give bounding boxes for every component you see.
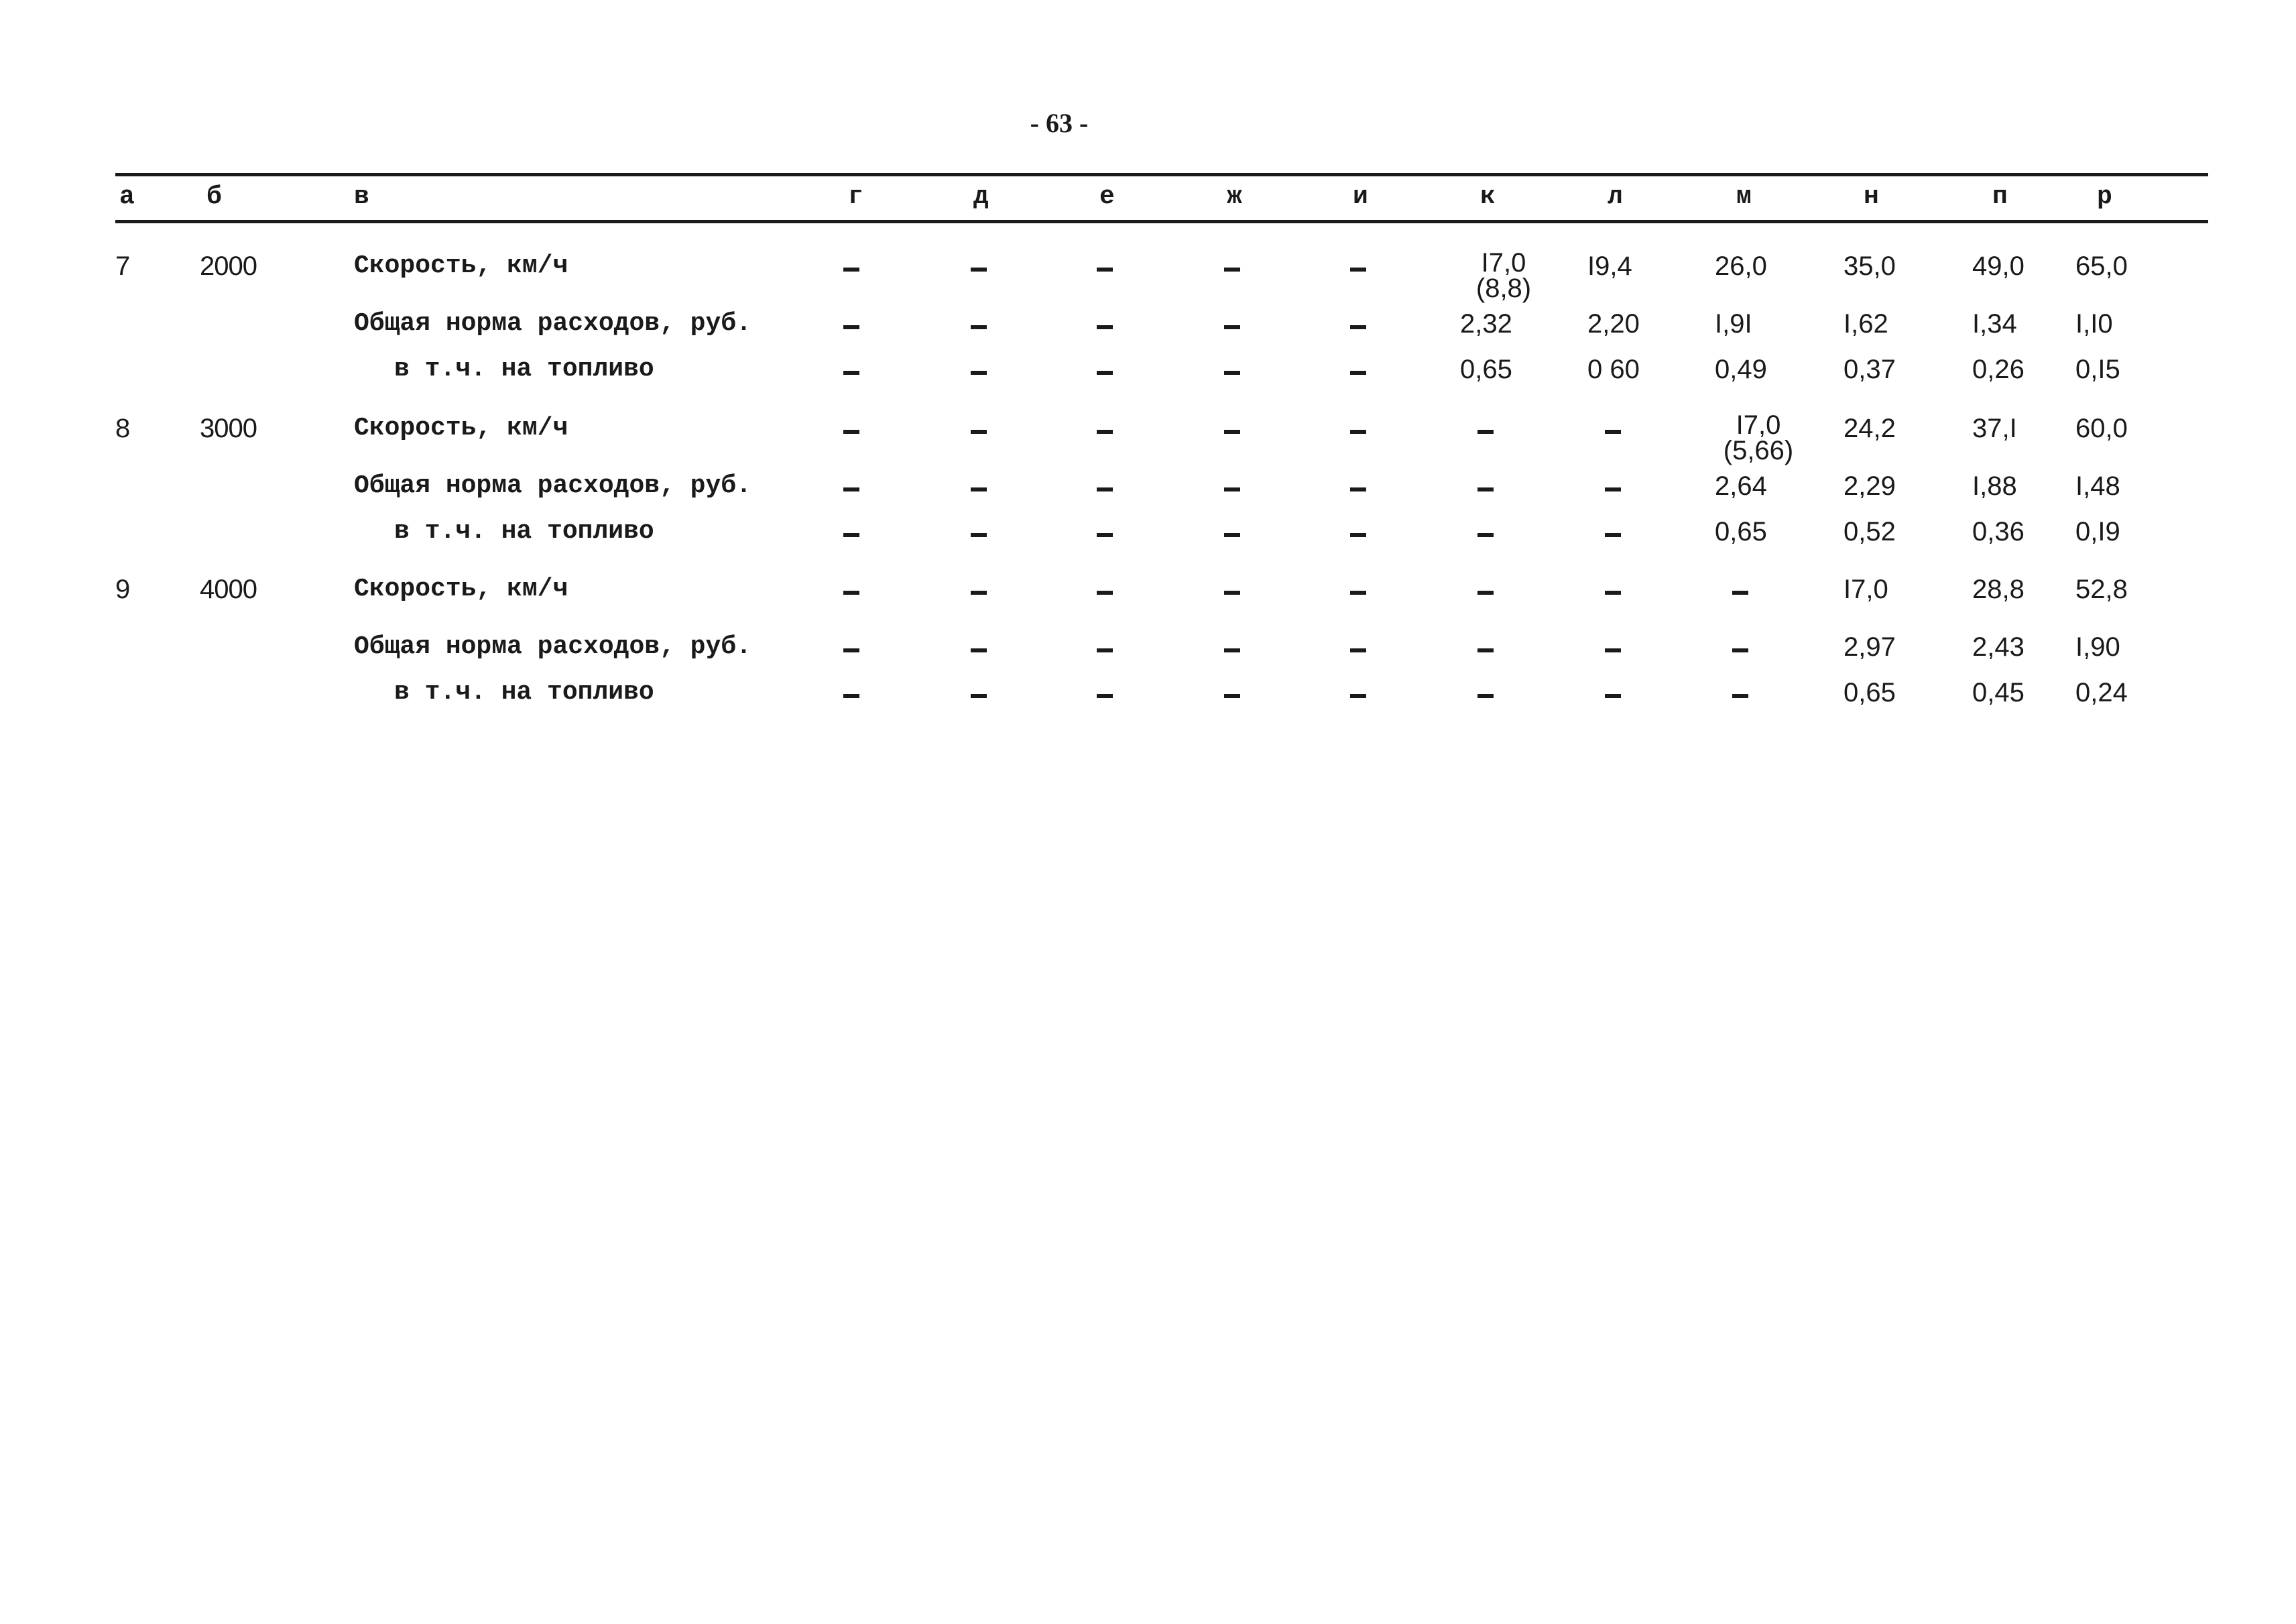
row-label: Общая норма расходов, руб. [354, 471, 751, 500]
empty-value-dash [1224, 268, 1240, 272]
column-header: и [1353, 182, 1368, 211]
empty-value-dash [1097, 430, 1113, 434]
empty-value-dash [1605, 533, 1621, 537]
cell-value: 0,I9 [2075, 517, 2120, 546]
empty-value-dash [971, 533, 987, 537]
cell-value: 2,20 [1587, 309, 1640, 339]
cell-value: I,88 [1972, 471, 2017, 501]
empty-value-dash [1477, 694, 1494, 698]
page-number: - 63 - [1030, 108, 1089, 138]
cell-value: 28,8 [1972, 575, 2025, 604]
empty-value-dash [843, 591, 859, 595]
empty-value-dash [1224, 325, 1240, 329]
empty-value-dash [1224, 371, 1240, 375]
row-label: в т.ч. на топливо [394, 678, 654, 707]
empty-value-dash [1350, 487, 1366, 491]
column-header: д [973, 182, 989, 211]
row-label: Скорость, км/ч [354, 251, 568, 280]
row-label: в т.ч. на топливо [394, 355, 654, 384]
empty-value-dash [1605, 487, 1621, 491]
row-number: 8 [115, 414, 130, 443]
table-top-rule [115, 173, 2208, 176]
empty-value-dash [971, 694, 987, 698]
column-header: г [848, 182, 863, 211]
value-note: (5,66) [1723, 436, 1794, 465]
empty-value-dash [843, 694, 859, 698]
cell-value: 52,8 [2075, 575, 2128, 604]
empty-value-dash [1350, 268, 1366, 272]
cell-value: 49,0 [1972, 251, 2025, 281]
cell-value: 0,65 [1715, 517, 1767, 546]
row-load: 3000 [200, 414, 257, 443]
cell-value: 0,I5 [2075, 355, 2120, 384]
cell-value: 0,36 [1972, 517, 2025, 546]
column-header: ж [1227, 182, 1242, 211]
cell-value: I,62 [1844, 309, 1888, 339]
empty-value-dash [1350, 694, 1366, 698]
row-label: Скорость, км/ч [354, 414, 568, 443]
row-number: 9 [115, 575, 130, 604]
empty-value-dash [971, 430, 987, 434]
empty-value-dash [1350, 325, 1366, 329]
cell-value: 26,0 [1715, 251, 1767, 281]
cell-value: I,I0 [2075, 309, 2113, 339]
row-label: в т.ч. на топливо [394, 517, 654, 546]
empty-value-dash [1477, 533, 1494, 537]
cell-value: 0,24 [2075, 678, 2128, 707]
empty-value-dash [1097, 694, 1113, 698]
empty-value-dash [1477, 591, 1494, 595]
row-label: Скорость, км/ч [354, 575, 568, 603]
column-header: б [206, 182, 222, 211]
column-header: к [1480, 182, 1496, 211]
empty-value-dash [971, 487, 987, 491]
cell-value: 35,0 [1844, 251, 1896, 281]
empty-value-dash [843, 430, 859, 434]
empty-value-dash [1477, 430, 1494, 434]
empty-value-dash [1224, 430, 1240, 434]
cell-value: I7,0 [1844, 575, 1888, 604]
empty-value-dash [1097, 591, 1113, 595]
cell-value: 0,26 [1972, 355, 2025, 384]
empty-value-dash [1224, 648, 1240, 652]
empty-value-dash [843, 533, 859, 537]
value-note: (8,8) [1475, 274, 1532, 303]
cell-value: 0 60 [1587, 355, 1640, 384]
empty-value-dash [1224, 487, 1240, 491]
cell-value: 0,65 [1844, 678, 1896, 707]
empty-value-dash [971, 325, 987, 329]
empty-value-dash [1605, 648, 1621, 652]
empty-value-dash [1605, 591, 1621, 595]
empty-value-dash [1477, 648, 1494, 652]
empty-value-dash [843, 487, 859, 491]
empty-value-dash [843, 648, 859, 652]
row-label: Общая норма расходов, руб. [354, 309, 751, 338]
empty-value-dash [1605, 430, 1621, 434]
cell-value: 0,65 [1460, 355, 1512, 384]
cell-value: 2,29 [1844, 471, 1896, 501]
empty-value-dash [1732, 591, 1748, 595]
cell-value: I,90 [2075, 632, 2120, 662]
cell-value: 60,0 [2075, 414, 2128, 443]
column-header: н [1864, 182, 1879, 211]
empty-value-dash [1097, 325, 1113, 329]
table-header-rule [115, 220, 2208, 223]
empty-value-dash [1097, 648, 1113, 652]
cell-value: 2,97 [1844, 632, 1896, 662]
empty-value-dash [843, 268, 859, 272]
empty-value-dash [843, 325, 859, 329]
empty-value-dash [1350, 648, 1366, 652]
empty-value-dash [971, 648, 987, 652]
empty-value-dash [971, 591, 987, 595]
empty-value-dash [1477, 487, 1494, 491]
cell-value: 0,52 [1844, 517, 1896, 546]
cell-value: I,48 [2075, 471, 2120, 501]
empty-value-dash [1097, 371, 1113, 375]
empty-value-dash [1224, 591, 1240, 595]
row-number: 7 [115, 251, 130, 281]
cell-value: 0,49 [1715, 355, 1767, 384]
empty-value-dash [971, 268, 987, 272]
row-load: 2000 [200, 251, 257, 281]
column-header: р [2097, 182, 2112, 211]
stacked-value [1715, 412, 1802, 463]
column-header: м [1736, 182, 1752, 211]
row-load: 4000 [200, 575, 257, 604]
empty-value-dash [1732, 648, 1748, 652]
empty-value-dash [1097, 268, 1113, 272]
empty-value-dash [1350, 430, 1366, 434]
cell-value: I9,4 [1587, 251, 1632, 281]
cell-value: 0,37 [1844, 355, 1896, 384]
stacked-value [1460, 250, 1547, 301]
column-header: а [119, 182, 135, 211]
cell-value: 0,45 [1972, 678, 2025, 707]
column-header: е [1099, 182, 1115, 211]
empty-value-dash [1350, 371, 1366, 375]
cell-value: 2,32 [1460, 309, 1512, 339]
empty-value-dash [1097, 533, 1113, 537]
empty-value-dash [1350, 533, 1366, 537]
column-header: в [354, 182, 369, 211]
column-header: л [1608, 182, 1623, 211]
empty-value-dash [1224, 533, 1240, 537]
empty-value-dash [1732, 694, 1748, 698]
empty-value-dash [1350, 591, 1366, 595]
column-header: п [1992, 182, 2008, 211]
cell-value: 24,2 [1844, 414, 1896, 443]
cell-value: 2,43 [1972, 632, 2025, 662]
value-main: I7,0 [1736, 410, 1781, 440]
empty-value-dash [1224, 694, 1240, 698]
empty-value-dash [1097, 487, 1113, 491]
cell-value: 65,0 [2075, 251, 2128, 281]
empty-value-dash [843, 371, 859, 375]
cell-value: I,34 [1972, 309, 2017, 339]
cell-value: I,9I [1715, 309, 1752, 339]
cell-value: 37,I [1972, 414, 2017, 443]
cell-value: 2,64 [1715, 471, 1767, 501]
value-main: I7,0 [1481, 248, 1526, 278]
row-label: Общая норма расходов, руб. [354, 632, 751, 661]
empty-value-dash [971, 371, 987, 375]
empty-value-dash [1605, 694, 1621, 698]
